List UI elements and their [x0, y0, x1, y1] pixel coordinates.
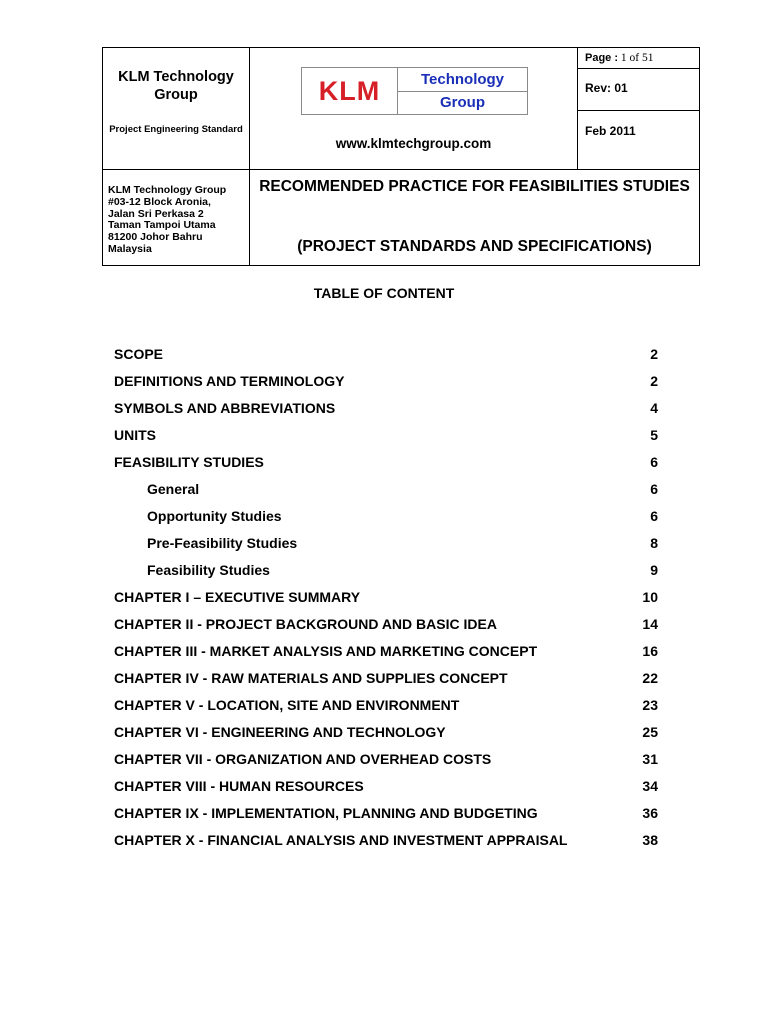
toc-entry [114, 724, 658, 751]
toc-subentry [114, 508, 658, 535]
toc-entry [114, 697, 658, 724]
toc-entry-page: 2 [650, 373, 658, 389]
standard-type: Project Engineering Standard [109, 124, 243, 135]
address-line: 81200 Johor Bahru [108, 231, 203, 244]
header-divider [577, 48, 578, 169]
address-line: Malaysia [108, 242, 152, 255]
logo-group-text: Group [440, 94, 485, 112]
address-line: #03-12 Block Aronia, [108, 195, 211, 208]
toc-entry-title: SCOPE [114, 346, 164, 362]
toc-entry [114, 373, 658, 400]
toc-entry-title: Opportunity Studies [147, 508, 282, 524]
address-line: Taman Tampoi Utama [108, 219, 216, 232]
toc-entry-title: CHAPTER V - LOCATION, SITE AND ENVIRONMENT [114, 697, 460, 713]
toc-entry-title: SYMBOLS AND ABBREVIATIONS [114, 400, 336, 416]
logo-technology-text: Technology [398, 68, 527, 92]
toc-entry-page: 14 [642, 616, 658, 632]
toc-entry-page: 6 [650, 508, 658, 524]
toc-entry-page: 31 [642, 751, 658, 767]
toc-subentry [114, 481, 658, 508]
revision: Rev: 01 [585, 81, 628, 95]
toc-entry [114, 670, 658, 697]
toc-subentry [114, 535, 658, 562]
company-name: KLM Technology Group [118, 69, 234, 103]
toc-entry-page: 10 [642, 589, 658, 605]
toc-entry-title: General [147, 481, 200, 497]
toc-entry-page: 2 [650, 346, 658, 362]
toc-entry-page: 6 [650, 454, 658, 470]
toc-entry-page: 23 [642, 697, 658, 713]
toc-entry-title: CHAPTER VIII - HUMAN RESOURCES [114, 778, 364, 794]
toc-entry [114, 643, 658, 670]
toc-entry-page: 5 [650, 427, 658, 443]
issue-date: Feb 2011 [585, 124, 636, 138]
toc-entry [114, 427, 658, 454]
toc-entry-page: 8 [650, 535, 658, 551]
address-line: Jalan Sri Perkasa 2 [108, 207, 204, 220]
toc-entry [114, 805, 658, 832]
document-header [102, 47, 700, 266]
company-logo [301, 67, 528, 115]
toc-entry-title: CHAPTER IX - IMPLEMENTATION, PLANNING AND BUDGETING [114, 805, 538, 821]
toc-entry-title: CHAPTER IV - RAW MATERIALS AND SUPPLIES CONCEPT [114, 670, 508, 686]
toc-entry-title: CHAPTER I – EXECUTIVE SUMMARY [114, 589, 361, 605]
logo-right-block [398, 68, 527, 114]
toc-entry [114, 589, 658, 616]
header-divider [249, 48, 250, 265]
toc-entry-title: CHAPTER VII - ORGANIZATION AND OVERHEAD COSTS [114, 751, 492, 767]
toc-entry [114, 400, 658, 427]
toc-entry-title: FEASIBILITY STUDIES [114, 454, 264, 470]
toc-entry-title: CHAPTER II - PROJECT BACKGROUND AND BASIC IDEA [114, 616, 497, 632]
document-title: RECOMMENDED PRACTICE FOR FEASIBILITIES STUDIES [259, 178, 690, 195]
header-divider [103, 169, 699, 170]
toc-entry [114, 616, 658, 643]
page-label: Page : [585, 52, 619, 64]
header-divider [577, 68, 699, 69]
toc-entry-page: 34 [642, 778, 658, 794]
company-address [108, 185, 248, 256]
toc-entry-page: 25 [642, 724, 658, 740]
toc-entry [114, 832, 658, 859]
logo-klm-text: KLM [302, 68, 398, 114]
toc-entry-page: 16 [642, 643, 658, 659]
toc-entry-title: CHAPTER X - FINANCIAL ANALYSIS AND INVESTMENT APPRAISAL [114, 832, 568, 848]
toc-entry-title: DEFINITIONS AND TERMINOLOGY [114, 373, 345, 389]
toc-heading: TABLE OF CONTENT [313, 285, 455, 301]
document-subtitle: (PROJECT STANDARDS AND SPECIFICATIONS) [297, 238, 652, 255]
toc-entry-page: 9 [650, 562, 658, 578]
toc-entry [114, 454, 658, 481]
toc-entry-page: 36 [642, 805, 658, 821]
toc-entry-title: CHAPTER VI - ENGINEERING AND TECHNOLOGY [114, 724, 446, 740]
address-line: KLM Technology Group [108, 184, 227, 196]
toc-entry [114, 778, 658, 805]
page-value: 1 of 51 [620, 52, 654, 64]
toc-entry-title: UNITS [114, 427, 156, 443]
toc-entry-page: 6 [650, 481, 658, 497]
website-url: www.klmtechgroup.com [335, 136, 492, 151]
toc-entry [114, 751, 658, 778]
toc-subentry [114, 562, 658, 589]
header-divider [577, 110, 699, 111]
toc-entry-page: 22 [642, 670, 658, 686]
toc-entry [114, 346, 658, 373]
toc-entry-page: 4 [650, 400, 658, 416]
toc-entry-title: Pre-Feasibility Studies [147, 535, 298, 551]
page-number [585, 52, 653, 64]
toc-entry-title: CHAPTER III - MARKET ANALYSIS AND MARKETING CONCEPT [114, 643, 538, 659]
toc-entry-title: Feasibility Studies [147, 562, 270, 578]
toc-entry-page: 38 [642, 832, 658, 848]
table-of-contents [114, 346, 658, 859]
